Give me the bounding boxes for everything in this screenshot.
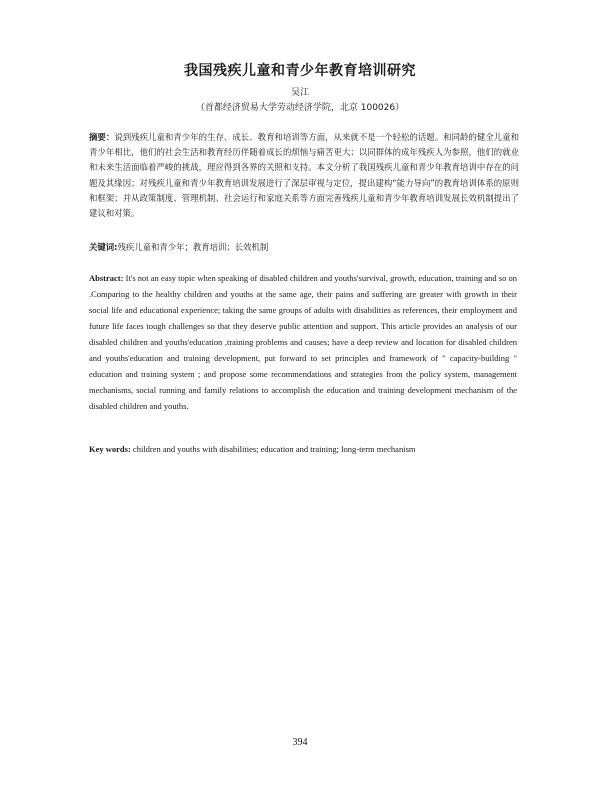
chinese-abstract-label: 摘要：: [89, 132, 115, 142]
english-keywords: [89, 442, 517, 457]
chinese-abstract: [89, 130, 519, 221]
english-keywords-label: Key words:: [89, 444, 131, 454]
english-abstract-label: Abstract:: [89, 273, 124, 283]
chinese-keywords: [89, 240, 519, 255]
page-number: 394: [292, 737, 308, 748]
paper-title: 我国残疾儿童和青少年教育培训研究: [184, 63, 416, 79]
english-keywords-text: children and youths with disabilities; education and training; long-term mechanism: [132, 444, 416, 454]
chinese-keywords-text: 残疾儿童和青少年；教育培训；长效机制: [117, 242, 269, 252]
chinese-abstract-text: 说到残疾儿童和青少年的生存、成长、教育和培训等方面，从来就不是一个轻松的话题。和同龄的健全儿童和青少年相比，他们的社会生活和教育经历伴随着成长的烦恼与痛苦更大；以同群体的成年残疾人为参照，他们的就业和未来生活面临着严峻的挑战，理应得到各界的关照和支持。本文分析了我国残疾儿童和青少年教育培训中存在的问题及其缘因；对残疾儿童和青少年教育培训发展进行了深层审视与定位，提出建构“能力导向”的教育培训体系的原则和框架；并从政策制度、管理机制、社会运行和家庭关系等方面完善残疾儿童和青少年教育培训发展长效机制提出了建议和对策。: [89, 132, 520, 219]
paper-author: 吴江: [290, 88, 309, 98]
paper-affiliation: （首都经济贸易大学劳动经济学院，北京 100026）: [195, 103, 405, 113]
english-abstract: [89, 270, 517, 414]
chinese-keywords-label: 关键词:: [89, 242, 118, 252]
english-abstract-text: It's not an easy topic when speaking of disabled children and youths'survival, growth, education, training and so on .Comparing to the healthy children and youths at the same age, their pains and suffering are greater with growth in their social life and educational experience; taking the same groups of adults with disabilities as references, their employment and future life faces tough challenges so that they deserve public attention and support. This article provides an analysis of our disabled children and youths'education ,training problems and causes; have a deep review and location for disabled children and youths'education and training development, put forward to set principles and framework of " capacity-building " education and training system ; and propose some recommendations and strategies from the policy system, management mechanisms, social running and family relations to accomplish the education and training development mechanism of the disabled children and youths.: [89, 273, 517, 411]
